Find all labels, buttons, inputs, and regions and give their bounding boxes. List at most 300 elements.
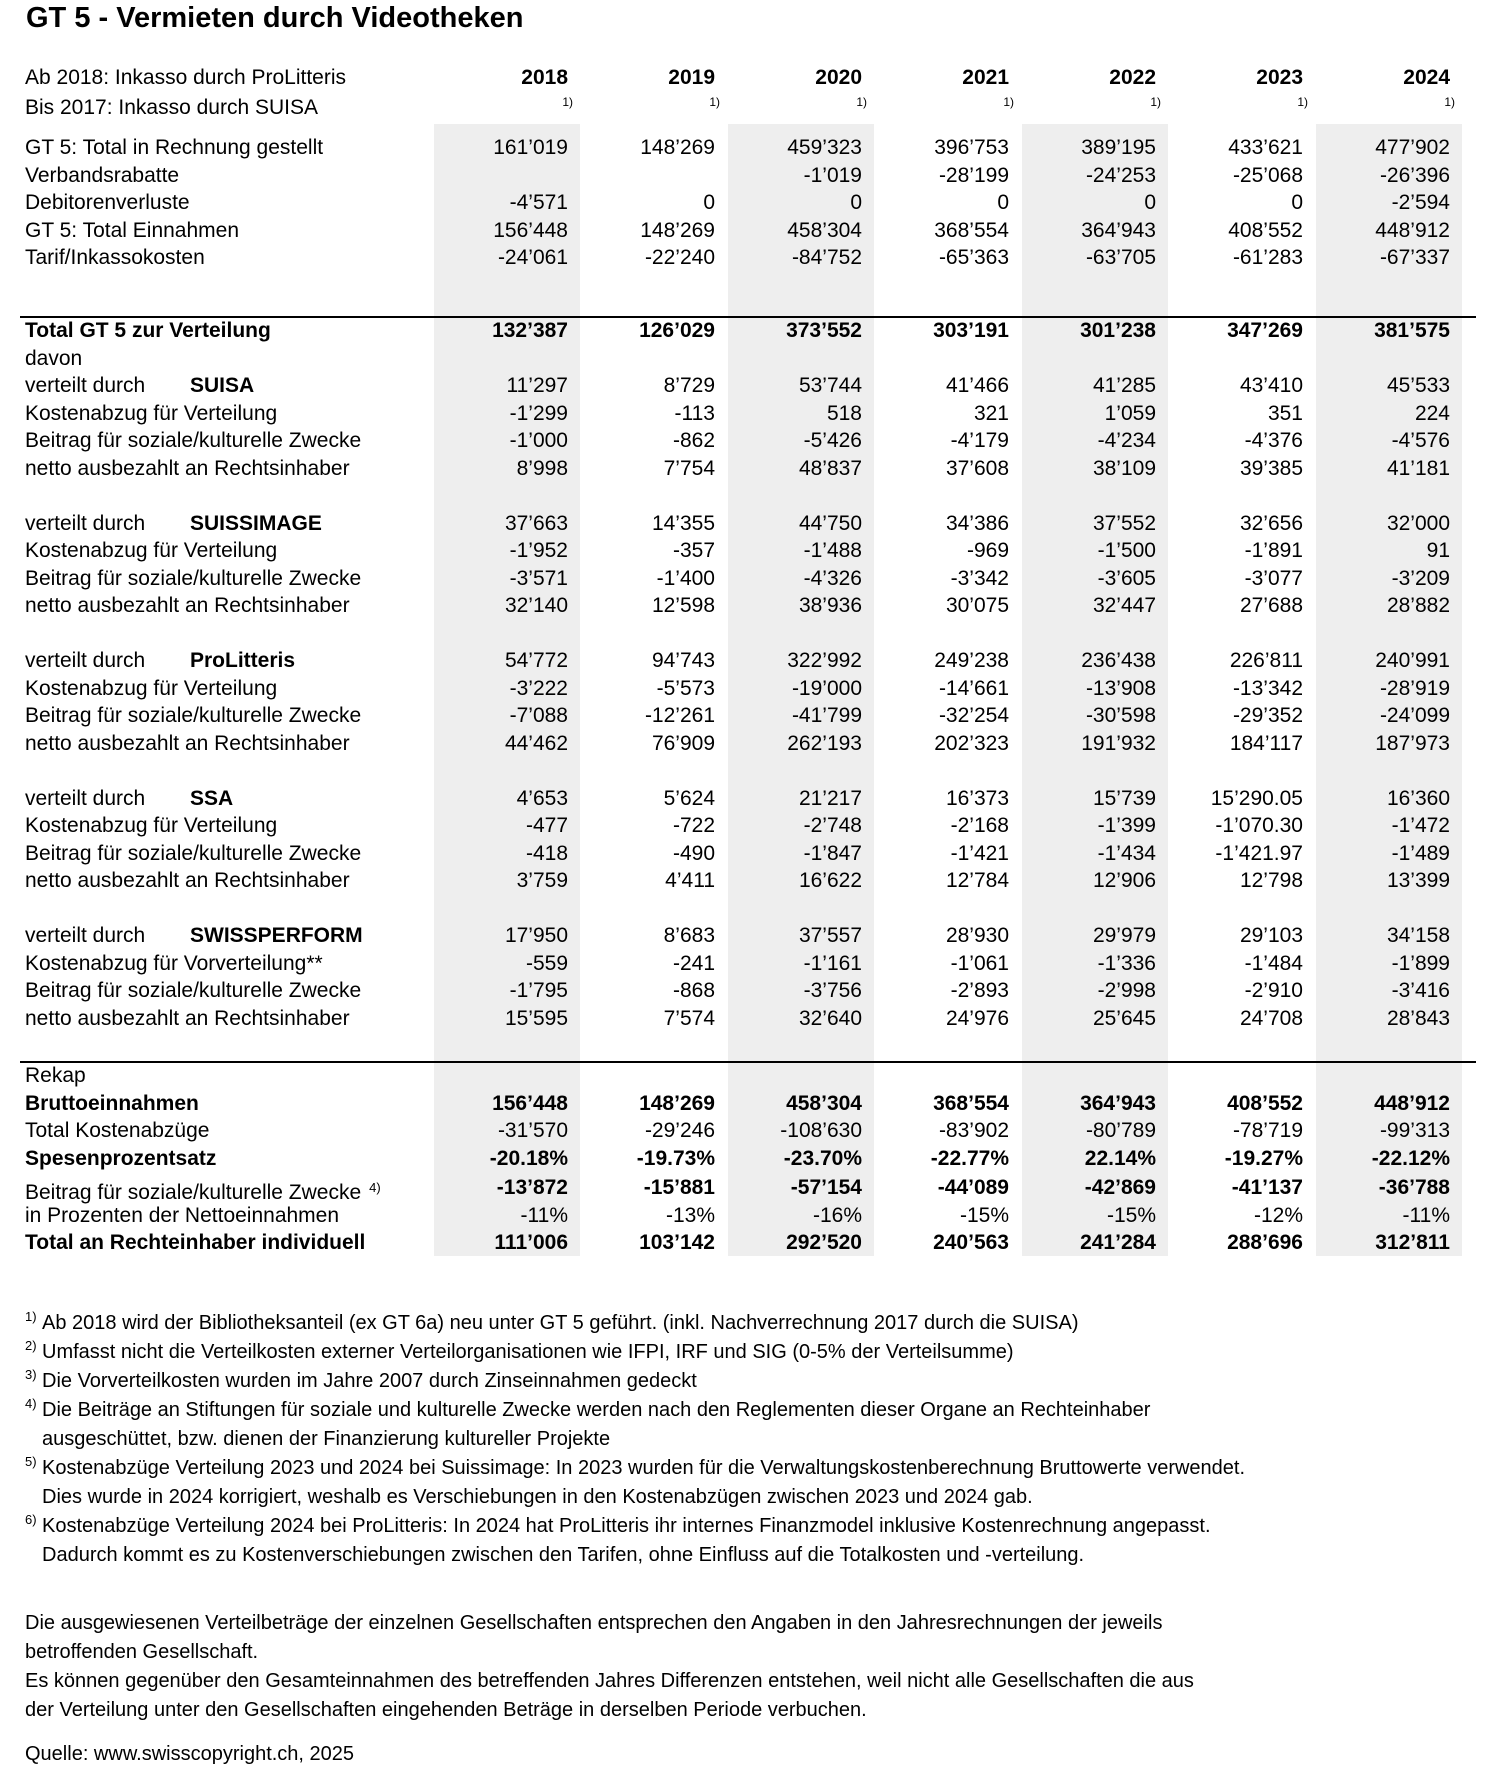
table-cell: -15% xyxy=(1106,1203,1156,1227)
table-cell: 32’140 xyxy=(504,594,568,617)
table-cell: 0 xyxy=(850,191,862,214)
table-cell: -61’283 xyxy=(1232,246,1303,269)
society-row-swissperform xyxy=(0,977,1500,1004)
row-label: verteilt durch xyxy=(25,374,146,397)
table-cell: 37’663 xyxy=(504,511,568,535)
table-cell: -1’899 xyxy=(1391,951,1450,975)
closing-line: Es können gegenüber den Gesamteinnahmen des betreffenden Jahres Differenzen entstehen, weil nicht alle Gesellschaften die aus xyxy=(25,1670,1194,1692)
table-cell: -3’342 xyxy=(950,566,1009,590)
table-cell: 12’784 xyxy=(945,869,1009,892)
footnote-line: Kostenabzüge Verteilung 2024 bei ProLitteris: In 2024 hat ProLitteris ihr internes Finanzmodel inklusive Kostenrechnung angepasst. xyxy=(42,1515,1211,1537)
row-label: Rekap xyxy=(25,1064,86,1087)
table-cell: -36’788 xyxy=(1378,1176,1450,1199)
table-cell: -3’222 xyxy=(509,676,568,700)
row-label: Beitrag für soziale/kulturelle Zwecke xyxy=(25,841,362,865)
table-cell: 364’943 xyxy=(1081,218,1156,242)
income-row xyxy=(0,217,1500,244)
table-cell: -1’488 xyxy=(803,539,862,562)
table-cell: -12% xyxy=(1253,1203,1303,1227)
table-cell: 24’708 xyxy=(1239,1006,1303,1030)
table-cell: 5’624 xyxy=(663,786,715,810)
year-footnote-mark: 1) xyxy=(1444,95,1455,109)
table-cell: 351 xyxy=(1267,401,1303,425)
table-cell: -241 xyxy=(672,951,715,975)
year-footnote-mark: 1) xyxy=(709,95,720,109)
table-cell: -22’240 xyxy=(644,246,715,269)
table-cell: 448’912 xyxy=(1374,1091,1450,1115)
table-cell: -2’998 xyxy=(1097,979,1156,1002)
table-cell: 44’462 xyxy=(504,731,568,755)
table-cell: 34’386 xyxy=(945,511,1009,535)
society-name: SWISSPERFORM xyxy=(190,924,363,947)
table-cell: 38’109 xyxy=(1092,456,1156,480)
table-cell: -26’396 xyxy=(1379,163,1450,187)
footnote-line: Kostenabzüge Verteilung 2023 und 2024 bei Suissimage: In 2023 wurden für die Verwaltungskostenberechnung Bruttowerte verwendet. xyxy=(42,1457,1246,1479)
table-cell: 477’902 xyxy=(1375,136,1450,159)
footnote xyxy=(25,1367,1485,1396)
society-row-prolitteris xyxy=(0,647,1500,674)
table-cell: -1’299 xyxy=(509,401,568,425)
closing-notes xyxy=(25,1609,1485,1725)
table-cell: -2’893 xyxy=(950,979,1009,1002)
row-label: verteilt durch xyxy=(25,649,146,672)
society-name: ProLitteris xyxy=(190,649,296,672)
table-cell: 191’932 xyxy=(1081,731,1156,755)
table-cell: 32’640 xyxy=(798,1006,862,1030)
table-cell: 32’656 xyxy=(1239,511,1303,535)
table-cell: 37’608 xyxy=(945,456,1009,480)
table-cell: -84’752 xyxy=(791,246,862,269)
table-cell: -418 xyxy=(525,841,568,865)
table-cell: 518 xyxy=(826,401,862,425)
table-cell: 43’410 xyxy=(1239,374,1303,397)
table-cell: -1’891 xyxy=(1244,539,1303,562)
footnote-ref: 4) xyxy=(369,1180,381,1195)
society-row-ssa xyxy=(0,867,1500,894)
row-label: netto ausbezahlt an Rechtsinhaber xyxy=(25,594,350,617)
table-cell: 32’447 xyxy=(1092,594,1156,617)
table-cell: 28’843 xyxy=(1386,1006,1450,1030)
table-cell: -44’089 xyxy=(937,1176,1009,1199)
table-cell: 21’217 xyxy=(798,786,862,810)
table-cell: 132’387 xyxy=(492,319,568,342)
section-rule xyxy=(20,316,1476,318)
table-cell: -12’261 xyxy=(644,704,715,727)
table-cell: 241’284 xyxy=(1080,1231,1156,1254)
table-cell: -42’869 xyxy=(1084,1176,1156,1199)
row-label: verteilt durch xyxy=(25,511,146,535)
table-cell: 30’075 xyxy=(945,594,1009,617)
society-row-suisa xyxy=(0,372,1500,399)
footnote-line: Dies wurde in 2024 korrigiert, weshalb es Verschiebungen in den Kostenabzügen zwischen 2023 und 2024 gab. xyxy=(42,1486,1033,1508)
table-cell: 364’943 xyxy=(1080,1091,1156,1115)
row-label: Beitrag für soziale/kulturelle Zwecke xyxy=(25,566,362,590)
table-cell: -80’789 xyxy=(1085,1119,1156,1142)
table-cell: -2’748 xyxy=(803,814,862,837)
table-cell: 1’059 xyxy=(1104,401,1156,425)
table-cell: -1’434 xyxy=(1097,841,1156,865)
year-header-2018: 2018 xyxy=(521,66,568,89)
table-cell: -13% xyxy=(665,1203,715,1227)
table-cell: 0 xyxy=(997,191,1009,214)
table-cell: 28’930 xyxy=(945,924,1009,947)
table-cell: 408’552 xyxy=(1227,1091,1303,1115)
table-cell: 37’552 xyxy=(1092,511,1156,535)
table-cell: -4’576 xyxy=(1391,429,1450,452)
year-footnote-mark: 1) xyxy=(1297,95,1308,109)
row-label: GT 5: Total in Rechnung gestellt xyxy=(25,136,324,159)
income-row xyxy=(0,189,1500,216)
row-label: netto ausbezahlt an Rechtsinhaber xyxy=(25,1006,350,1030)
table-cell: -5’573 xyxy=(656,676,715,700)
footnote xyxy=(25,1309,1485,1338)
society-name: SUISA xyxy=(190,374,255,397)
table-cell: -19.73% xyxy=(636,1146,715,1170)
table-cell: -3’209 xyxy=(1391,566,1450,590)
table-cell: -22.77% xyxy=(930,1146,1009,1170)
society-row-prolitteris xyxy=(0,730,1500,757)
table-cell: -41’799 xyxy=(791,704,862,727)
table-cell: -357 xyxy=(672,539,715,562)
table-cell: 16’373 xyxy=(945,786,1009,810)
table-cell: 322’992 xyxy=(787,649,862,672)
table-cell: -65’363 xyxy=(938,246,1009,269)
table-cell: -11% xyxy=(520,1203,568,1227)
table-cell: 38’936 xyxy=(798,594,862,617)
table-cell: -2’594 xyxy=(1391,191,1450,214)
closing-line: der Verteilung unter den Gesellschaften eingehenden Beträge in derselben Periode verbuchen. xyxy=(25,1699,867,1721)
footnote xyxy=(25,1512,1485,1570)
table-cell: 29’103 xyxy=(1239,924,1303,947)
table-cell: 32’000 xyxy=(1386,511,1450,535)
table-cell: -28’919 xyxy=(1379,676,1450,700)
footnote-mark: 4) xyxy=(25,1396,37,1411)
table-cell: -1’952 xyxy=(509,539,568,562)
footnote-mark: 1) xyxy=(25,1309,37,1324)
table-cell: -4’571 xyxy=(509,191,568,214)
year-header-2022: 2022 xyxy=(1109,66,1156,89)
row-label: GT 5: Total Einnahmen xyxy=(25,218,240,242)
footnote-line: Ab 2018 wird der Bibliotheksanteil (ex GT 6a) neu unter GT 5 geführt. (inkl. Nachverrechnung 2017 durch die SUISA) xyxy=(42,1312,1079,1334)
table-cell: -13’342 xyxy=(1232,676,1303,700)
society-row-prolitteris xyxy=(0,675,1500,702)
table-cell: -2’910 xyxy=(1244,979,1303,1002)
table-cell: 94’743 xyxy=(651,649,715,672)
society-row-swissperform xyxy=(0,1005,1500,1032)
table-cell: -3’605 xyxy=(1097,566,1156,590)
table-cell: 224 xyxy=(1414,401,1450,425)
row-label: in Prozenten der Nettoeinnahmen xyxy=(25,1203,340,1227)
row-label: Kostenabzug für Verteilung xyxy=(25,814,278,837)
table-cell: 389’195 xyxy=(1081,136,1156,159)
rekap-row xyxy=(0,1202,1500,1229)
footnote xyxy=(25,1454,1485,1512)
society-name: SSA xyxy=(190,786,234,810)
table-cell: 15’739 xyxy=(1092,786,1156,810)
footnote-line: ausgeschüttet, bzw. dienen der Finanzierung kultureller Projekte xyxy=(42,1428,611,1450)
table-cell: 13’399 xyxy=(1386,869,1450,892)
year-header-2024: 2024 xyxy=(1403,66,1450,89)
table-cell: -4’179 xyxy=(950,429,1009,452)
table-cell: 240’991 xyxy=(1375,649,1450,672)
table-cell: -29’352 xyxy=(1232,704,1303,727)
table-cell: -41’137 xyxy=(1231,1176,1303,1199)
table-cell: 41’466 xyxy=(945,374,1009,397)
table-cell: -32’254 xyxy=(938,704,1009,727)
collection-note-2017: Bis 2017: Inkasso durch SUISA xyxy=(25,96,318,119)
table-cell: -57’154 xyxy=(790,1176,862,1199)
table-cell: 321 xyxy=(973,401,1009,425)
footnote-mark: 3) xyxy=(25,1367,37,1382)
table-cell: -490 xyxy=(672,841,715,865)
footnote-line: Die Beiträge an Stiftungen für soziale und kulturelle Zwecke werden nach den Reglementen dieser Organe an Rechteinhaber xyxy=(42,1399,1151,1421)
year-header-2023: 2023 xyxy=(1256,66,1303,89)
table-cell: 156’448 xyxy=(492,1091,568,1115)
table-cell: 8’683 xyxy=(663,924,715,947)
society-row-suisa xyxy=(0,455,1500,482)
table-cell: -1’472 xyxy=(1391,814,1450,837)
row-label: Beitrag für soziale/kulturelle Zwecke xyxy=(25,429,362,452)
table-cell: 4’653 xyxy=(516,786,568,810)
closing-paragraph xyxy=(25,1667,1485,1725)
table-cell: 12’906 xyxy=(1092,869,1156,892)
table-cell: 8’729 xyxy=(663,374,715,397)
table-cell: 368’554 xyxy=(933,1091,1009,1115)
table-cell: -25’068 xyxy=(1232,163,1303,187)
table-cell: 368’554 xyxy=(934,218,1009,242)
table-cell: -1’421.97 xyxy=(1215,841,1303,865)
table-cell: -1’399 xyxy=(1097,814,1156,837)
footnotes xyxy=(25,1309,1485,1570)
year-footnote-mark: 1) xyxy=(1150,95,1161,109)
table-cell: -1’484 xyxy=(1244,951,1303,975)
table-cell: -3’571 xyxy=(509,566,568,590)
table-cell: -11% xyxy=(1402,1203,1450,1227)
table-cell: 15’290.05 xyxy=(1210,786,1303,810)
year-header-2021: 2021 xyxy=(962,66,1009,89)
total-distribution-row xyxy=(0,317,1500,344)
row-label: Kostenabzug für Verteilung xyxy=(25,676,278,700)
table-cell: 12’798 xyxy=(1239,869,1303,892)
table-cell: 34’158 xyxy=(1386,924,1450,947)
table-cell: -1’061 xyxy=(950,951,1009,975)
closing-paragraph xyxy=(25,1609,1485,1667)
table-cell: 458’304 xyxy=(786,1091,862,1115)
table-cell: -722 xyxy=(672,814,715,837)
society-row-suisa xyxy=(0,427,1500,454)
source-line: Quelle: www.swisscopyright.ch, 2025 xyxy=(25,1743,355,1765)
table-cell: -4’326 xyxy=(803,566,862,590)
society-name: SUISSIMAGE xyxy=(190,511,322,535)
table-cell: 27’688 xyxy=(1239,594,1303,617)
table-cell: 381’575 xyxy=(1374,319,1450,342)
table-cell: -13’872 xyxy=(496,1176,568,1199)
page-title: GT 5 - Vermieten durch Videotheken xyxy=(26,2,524,34)
table-cell: 347’269 xyxy=(1227,319,1303,342)
table-cell: 44’750 xyxy=(798,511,862,535)
table-cell: 301’238 xyxy=(1080,319,1156,342)
row-label: Kostenabzug für Verteilung xyxy=(25,539,278,562)
table-cell: -1’500 xyxy=(1097,539,1156,562)
table-cell: 15’595 xyxy=(504,1006,568,1030)
row-label: netto ausbezahlt an Rechtsinhaber xyxy=(25,456,350,480)
society-row-prolitteris xyxy=(0,702,1500,729)
society-row-ssa xyxy=(0,785,1500,812)
table-cell: 7’754 xyxy=(663,456,715,480)
table-cell: -24’061 xyxy=(497,246,568,269)
table-cell: 12’598 xyxy=(651,594,715,617)
table-cell: 7’574 xyxy=(663,1006,715,1030)
table-cell: 8’998 xyxy=(516,456,568,480)
table-cell: -1’795 xyxy=(509,979,568,1002)
table-cell: -24’253 xyxy=(1085,163,1156,187)
table-cell: 312’811 xyxy=(1375,1231,1450,1254)
table-cell: -30’598 xyxy=(1085,704,1156,727)
table-cell: -1’400 xyxy=(656,566,715,590)
year-header-2019: 2019 xyxy=(668,66,715,89)
table-cell: 187’973 xyxy=(1375,731,1450,755)
row-label: Total GT 5 zur Verteilung xyxy=(25,319,271,342)
year-footnote-mark: 1) xyxy=(1003,95,1014,109)
year-header-2020: 2020 xyxy=(815,66,862,89)
rekap-row xyxy=(0,1090,1500,1117)
table-cell: 0 xyxy=(1291,191,1303,214)
table-cell: -15% xyxy=(959,1203,1009,1227)
table-cell: -14’661 xyxy=(938,676,1009,700)
table-cell: -5’426 xyxy=(803,429,862,452)
table-cell: -862 xyxy=(672,429,715,452)
rekap-row xyxy=(0,1174,1500,1204)
table-cell: -969 xyxy=(966,539,1009,562)
table-cell: 292’520 xyxy=(786,1231,862,1254)
footnote-mark: 2) xyxy=(25,1338,37,1353)
row-label: Kostenabzug für Vorverteilung** xyxy=(25,951,323,975)
table-cell: -113 xyxy=(674,401,715,425)
table-cell: 373’552 xyxy=(786,319,862,342)
income-row xyxy=(0,134,1500,161)
society-row-suissimage xyxy=(0,537,1500,564)
year-footnote-mark: 1) xyxy=(562,95,573,109)
table-cell: 16’622 xyxy=(798,869,862,892)
table-cell: -16% xyxy=(812,1203,862,1227)
table-cell: 396’753 xyxy=(934,136,1009,159)
table-cell: 148’269 xyxy=(640,218,715,242)
table-cell: 11’297 xyxy=(506,374,568,397)
footnote-line: Dadurch kommt es zu Kostenverschiebungen zwischen den Tarifen, ohne Einfluss auf die Totalkosten und -verteilung. xyxy=(42,1544,1085,1566)
table-cell: 0 xyxy=(703,191,715,214)
society-row-ssa xyxy=(0,840,1500,867)
table-cell: 303’191 xyxy=(933,319,1009,342)
table-cell: 240’563 xyxy=(933,1231,1009,1254)
row-label: Kostenabzug für Verteilung xyxy=(25,401,278,425)
table-cell: 16’360 xyxy=(1386,786,1450,810)
table-cell: 126’029 xyxy=(639,319,715,342)
table-cell: -1’336 xyxy=(1097,951,1156,975)
table-cell: 3’759 xyxy=(516,869,568,892)
collection-note-2018: Ab 2018: Inkasso durch ProLitteris xyxy=(25,66,347,89)
table-cell: -20.18% xyxy=(489,1146,568,1170)
footnote xyxy=(25,1396,1485,1454)
society-row-suissimage xyxy=(0,592,1500,619)
society-row-suisa xyxy=(0,400,1500,427)
footnote-mark: 5) xyxy=(25,1454,37,1469)
income-row xyxy=(0,162,1500,189)
table-cell: 41’285 xyxy=(1092,374,1156,397)
table-cell: -15’881 xyxy=(643,1176,715,1199)
table-cell: -28’199 xyxy=(938,163,1009,187)
table-cell: 458’304 xyxy=(787,218,862,242)
table-cell: 4’411 xyxy=(665,869,715,892)
table-cell: 236’438 xyxy=(1081,649,1156,672)
table-cell: -19.27% xyxy=(1224,1146,1303,1170)
table-cell: -2’168 xyxy=(950,814,1009,837)
row-label: Verbandsrabatte xyxy=(25,163,180,187)
society-row-swissperform xyxy=(0,922,1500,949)
table-cell: -13’908 xyxy=(1085,676,1156,700)
table-cell: -559 xyxy=(525,951,568,975)
table-cell: 28’882 xyxy=(1386,594,1450,617)
table-cell: 202’323 xyxy=(934,731,1009,755)
income-row xyxy=(0,244,1500,271)
table-cell: -1’000 xyxy=(509,429,568,452)
row-label: Debitorenverluste xyxy=(25,191,190,214)
rekap-row xyxy=(0,1229,1500,1256)
row-label: Total an Rechteinhaber individuell xyxy=(25,1231,366,1254)
table-cell: 459’323 xyxy=(787,136,862,159)
table-cell: 48’837 xyxy=(798,456,862,480)
footnote-line: Umfasst nicht die Verteilkosten externer Verteilorganisationen wie IFPI, IRF und SIG (0-5% der Verteilsumme) xyxy=(42,1341,1014,1363)
table-cell: 103’142 xyxy=(639,1231,715,1254)
table-cell: 148’269 xyxy=(640,136,715,159)
table-cell: 148’269 xyxy=(639,1091,715,1115)
row-label: netto ausbezahlt an Rechtsinhaber xyxy=(25,869,350,892)
row-label: Total Kostenabzüge xyxy=(25,1119,210,1142)
table-cell: 408’552 xyxy=(1228,218,1303,242)
row-label: verteilt durch xyxy=(25,924,146,947)
table-cell: -78’719 xyxy=(1232,1119,1303,1142)
rekap-row xyxy=(0,1145,1500,1172)
table-cell: -477 xyxy=(525,814,568,837)
row-label: davon xyxy=(25,346,83,370)
table-cell: -19’000 xyxy=(791,676,862,700)
table-cell: -3’416 xyxy=(1391,979,1450,1002)
table-cell: 288’696 xyxy=(1227,1231,1303,1254)
table-cell: -7’088 xyxy=(509,704,568,727)
table-cell: -3’756 xyxy=(803,979,862,1002)
table-cell: 0 xyxy=(1144,191,1156,214)
table-cell: -67’337 xyxy=(1379,246,1450,269)
table-cell: 433’621 xyxy=(1228,136,1303,159)
society-row-suissimage xyxy=(0,565,1500,592)
closing-line: betroffenden Gesellschaft. xyxy=(25,1641,259,1663)
table-cell: 161’019 xyxy=(493,136,568,159)
row-label: Beitrag für soziale/kulturelle Zwecke xyxy=(25,704,362,727)
row-label: netto ausbezahlt an Rechtsinhaber xyxy=(25,731,350,755)
footnote xyxy=(25,1338,1485,1367)
row-label: Beitrag für soziale/kulturelle Zwecke $^{4)}$ xyxy=(25,1180,381,1204)
table-cell: -22.12% xyxy=(1371,1146,1450,1170)
table-cell: 54’772 xyxy=(504,649,568,672)
table-cell: 39’385 xyxy=(1239,456,1303,480)
society-row-suissimage xyxy=(0,510,1500,537)
row-label: Spesenprozentsatz xyxy=(25,1146,217,1170)
table-cell: 53’744 xyxy=(798,374,862,397)
table-cell: 249’238 xyxy=(934,649,1009,672)
table-cell: 45’533 xyxy=(1386,374,1450,397)
table-cell: -24’099 xyxy=(1379,704,1450,727)
row-label: verteilt durch xyxy=(25,786,146,810)
table-cell: -99’313 xyxy=(1379,1119,1450,1142)
